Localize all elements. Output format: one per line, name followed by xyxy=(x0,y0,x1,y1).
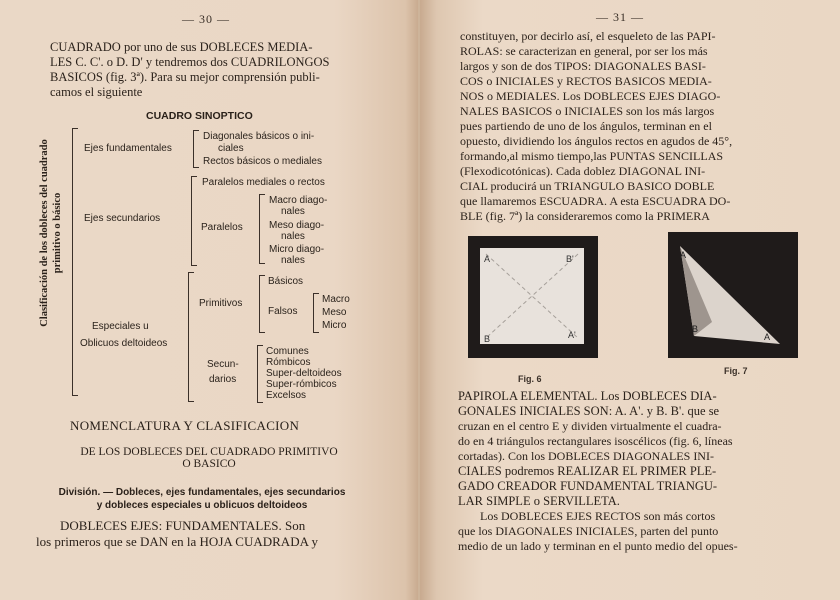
synoptic-item: Micro xyxy=(322,320,347,331)
fig7-label-a-low: A xyxy=(764,332,771,342)
synoptic-item: Macro xyxy=(322,294,350,305)
paragraph-line: LAR SIMPLE o SERVILLETA. xyxy=(458,494,620,508)
brace xyxy=(193,130,199,168)
paragraph-line: CIALES podremos REALIZAR EL PRIMER PLE- xyxy=(458,464,717,478)
paragraph-line: CIAL producirá un TRIANGULO BASICO DOBLE xyxy=(460,179,715,193)
paragraph-line: que los DIAGONALES INICIALES, parten del punto xyxy=(458,524,719,538)
brace xyxy=(313,293,319,333)
main-brace xyxy=(72,128,78,396)
figure-7 xyxy=(668,232,798,358)
fig6-label-a: A xyxy=(484,254,491,264)
synoptic-item: ciales xyxy=(218,143,244,154)
fig7-label-a: A xyxy=(680,250,687,260)
synoptic-item: Falsos xyxy=(268,306,298,317)
paragraph-line: medio de un lado y terminan en el punto medio del opues- xyxy=(458,539,738,553)
secundarios-label: darios xyxy=(209,374,237,385)
fig6-label-b: B xyxy=(484,334,491,344)
closing-line: los primeros que se DAN en la HOJA CUADRADA y xyxy=(36,534,319,549)
paragraph-line: PAPIROLA ELEMENTAL. Los DOBLECES DIA- xyxy=(458,389,717,403)
synoptic-item: Rectos básicos o mediales xyxy=(203,156,322,167)
subheading xyxy=(58,446,360,470)
page-number: — 30 — xyxy=(182,12,230,26)
synoptic-item: Básicos xyxy=(268,276,304,287)
paragraph-line: do en 4 triángulos rectangulares isoscélicos (fig. 6, líneas xyxy=(458,434,733,448)
synoptic-item: Rómbicos xyxy=(266,357,311,368)
primitivos-label: Primitivos xyxy=(199,298,243,309)
figure-7-caption: Fig. 7 xyxy=(724,366,748,376)
especiales-label: Oblicuos deltoideos xyxy=(80,338,168,349)
paragraph-line: que llamaremos ESCUADRA. A esta ESCUADRA DO- xyxy=(460,194,731,208)
synoptic-item: Comunes xyxy=(266,346,309,357)
paragraph-line: constituyen, por decirlo así, el esqueleto de las PAPI- xyxy=(460,29,716,43)
synoptic-item: Micro diago- xyxy=(269,244,325,255)
fig6-label-b-prime: B' xyxy=(566,254,574,264)
paragraph-line: cruzan en el centro E y dividen virtualmente el cuadra- xyxy=(458,419,722,433)
paragraph-line: NALES BASICOS o INICIALES son los más largos xyxy=(460,104,715,118)
paragraph-line: formando,al mismo tiempo,las PUNTAS SENCILLAS xyxy=(460,149,724,163)
vertical-classification-label xyxy=(38,98,64,368)
intro-line: LES C. C'. o D. D' y tendremos dos CUADRILONGOS xyxy=(50,55,330,69)
brace xyxy=(191,176,197,266)
paragraph-line: GONALES INICIALES SON: A. A'. y B. B'. que se xyxy=(458,404,720,418)
paragraph-line: pues partiendo de uno de los ángulos, terminan en el xyxy=(460,119,712,133)
closing-line: DOBLECES EJES: FUNDAMENTALES. Son xyxy=(60,518,306,533)
secundarios-label: Secun- xyxy=(207,359,239,370)
synoptic-item: Macro diago- xyxy=(269,195,328,206)
paragraph-line: (Flexodicotónicas). Cada doblez DIAGONAL INI- xyxy=(460,164,706,178)
synoptic-item: nales xyxy=(281,231,305,242)
paralelos-label: Paralelos xyxy=(201,222,243,233)
figure-6-caption: Fig. 6 xyxy=(518,374,542,384)
square-diagram xyxy=(468,236,598,358)
brace xyxy=(259,275,265,333)
synoptic-item: nales xyxy=(281,206,305,217)
paragraph-line: GADO CREADOR FUNDAMENTAL TRIANGU- xyxy=(458,479,718,493)
synoptic-item: Meso diago- xyxy=(269,220,325,231)
paragraph-line: cortadas). Con los DOBLECES DIAGONALES INI- xyxy=(458,449,714,463)
synoptic-item: Super-rómbicos xyxy=(266,379,337,390)
paragraph-line: COS o INICIALES y RECTOS BASICOS MEDIA- xyxy=(460,74,712,88)
section-heading: NOMENCLATURA Y CLASIFICACION xyxy=(70,418,300,433)
synoptic-title: CUADRO SINOPTICO xyxy=(146,110,253,122)
subheading-line: O BASICO xyxy=(182,458,236,470)
brace xyxy=(259,194,265,264)
paragraph-line: largos y son de dos TIPOS: DIAGONALES BASI- xyxy=(460,59,706,73)
paragraph-line: opuesto, dividiendo los ángulos rectos en agudos de 45°, xyxy=(460,134,733,148)
ejes-secundarios-label: Ejes secundarios xyxy=(84,213,161,224)
right-page xyxy=(420,0,840,600)
page-number: — 31 — xyxy=(596,10,644,24)
triangle-diagram xyxy=(668,232,798,358)
synoptic-item: Super-deltoideos xyxy=(266,368,342,379)
subheading-line: DE LOS DOBLECES DEL CUADRADO PRIMITIVO xyxy=(80,446,338,458)
division-line: División. — Dobleces, ejes fundamentales, ejes secundarios xyxy=(58,487,346,498)
synoptic-item: Excelsos xyxy=(266,390,307,401)
brace xyxy=(188,272,194,402)
synoptic-item: nales xyxy=(281,255,305,266)
intro-line: BASICOS (fig. 3ª). Para su mejor comprensión publi- xyxy=(50,70,320,84)
intro-line: CUADRADO por uno de sus DOBLECES MEDIA- xyxy=(50,40,313,54)
ejes-fundamentales-label: Ejes fundamentales xyxy=(84,143,172,154)
intro-line: camos el siguiente xyxy=(50,85,143,99)
division-summary xyxy=(42,486,362,512)
especiales-label: Especiales u xyxy=(92,321,149,332)
synoptic-item: Diagonales básicos o ini- xyxy=(203,131,315,142)
figure-6 xyxy=(468,236,598,358)
synoptic-item: Paralelos mediales o rectos xyxy=(202,177,325,188)
vertical-label-line: primitivo o básico xyxy=(52,192,63,274)
paragraph-line: Los DOBLECES EJES RECTOS son más cortos xyxy=(480,509,716,523)
paragraph-line: ROLAS: se caracterizan en general, por ser los más xyxy=(460,44,708,58)
brace xyxy=(257,345,263,403)
fig7-label-b: B xyxy=(692,324,699,334)
fig6-label-a-prime: A' xyxy=(568,330,576,340)
vertical-label-line: Clasificación de los dobleces del cuadrado xyxy=(39,139,50,327)
left-page xyxy=(0,0,418,600)
division-line: y dobleces especiales u oblicuos deltoideos xyxy=(96,500,308,511)
synoptic-item: Meso xyxy=(322,307,347,318)
paragraph-line: NOS o MEDIALES. Los DOBLECES EJES DIAGO- xyxy=(460,89,721,103)
paragraph-line: BLE (fig. 7ª) la consideraremos como la PRIMERA xyxy=(460,209,710,223)
